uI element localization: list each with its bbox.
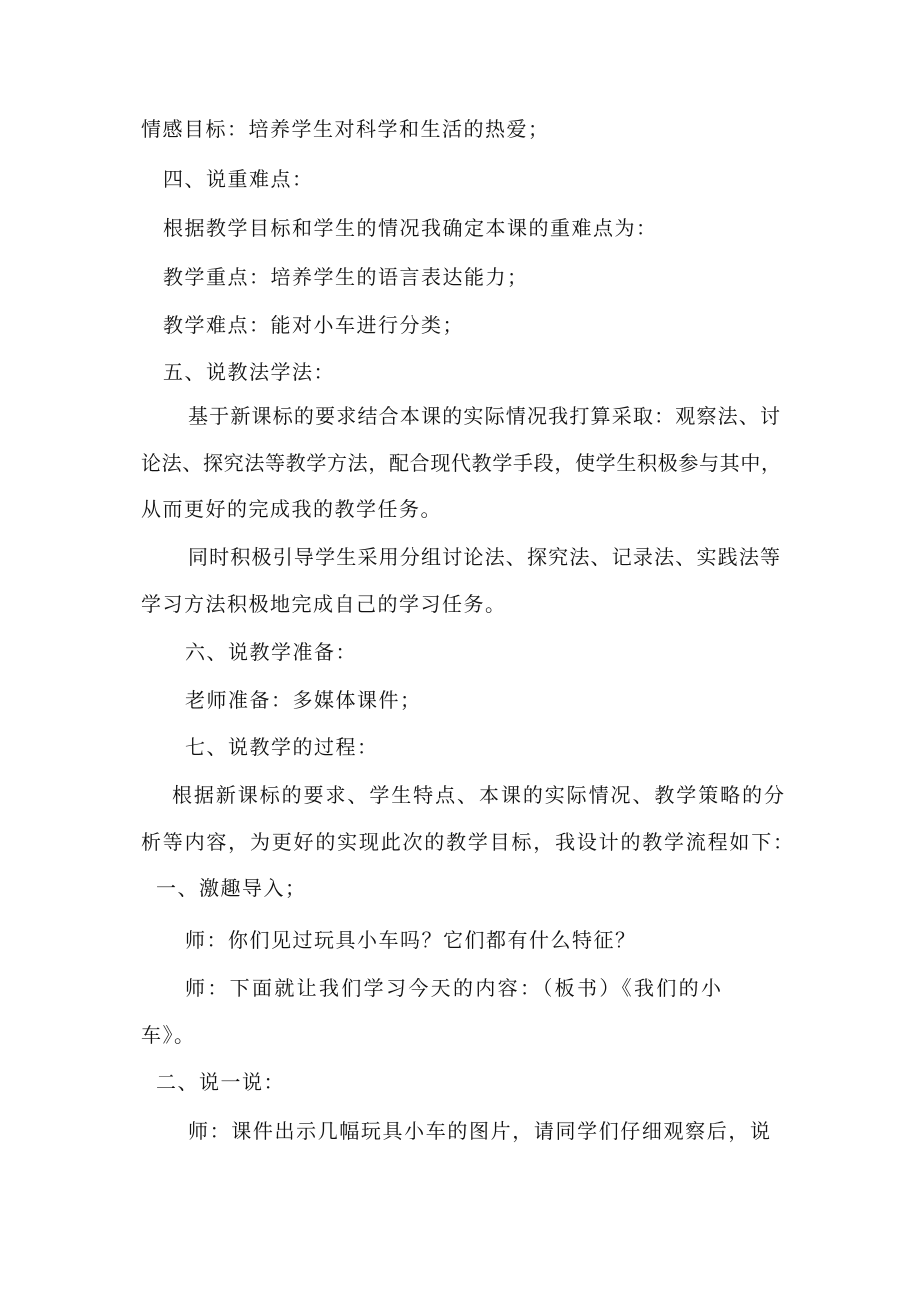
text-line: 师：你们见过玩具小车吗？它们都有什么特征？: [185, 928, 637, 952]
text-line: 学习方法积极地完成自己的学习任务。: [141, 592, 507, 616]
text-line: 从而更好的完成我的教学任务。: [141, 497, 442, 521]
text-line: 根据新课标的要求、学生特点、本课的实际情况、教学策略的分: [172, 783, 784, 807]
text-line: 同时积极引导学生采用分组讨论法、探究法、记录法、实践法等: [188, 545, 780, 569]
text-line: 情感目标：培养学生对科学和生活的热爱；: [141, 117, 550, 141]
text-line: 师：课件出示几幅玩具小车的图片，请同学们仔细观察后，说: [188, 1119, 770, 1143]
section-heading: 二、说一说：: [156, 1070, 285, 1094]
text-line: 论法、探究法等教学方法，配合现代教学手段，使学生积极参与其中，: [141, 451, 781, 475]
text-line: 教学重点：培养学生的语言表达能力；: [163, 265, 529, 289]
section-heading: 四、说重难点：: [163, 167, 314, 191]
section-heading: 五、说教法学法：: [163, 360, 335, 384]
text-line: 师：下面就让我们学习今天的内容：（板书）《我们的小: [185, 976, 721, 1000]
text-line: 基于新课标的要求结合本课的实际情况我打算采取：观察法、讨: [188, 404, 780, 428]
text-line: 车》。: [141, 1023, 196, 1047]
text-line: 老师准备：多媒体课件；: [185, 688, 422, 712]
section-heading: 一、激趣导入；: [156, 876, 307, 900]
text-line: 根据教学目标和学生的情况我确定本课的重难点为：: [163, 216, 658, 240]
section-heading: 六、说教学准备：: [185, 640, 357, 664]
section-heading: 七、说教学的过程：: [185, 735, 379, 759]
text-line: 析等内容，为更好的实现此次的教学目标，我设计的教学流程如下：: [141, 830, 793, 854]
text-line: 教学难点：能对小车进行分类；: [163, 313, 464, 337]
